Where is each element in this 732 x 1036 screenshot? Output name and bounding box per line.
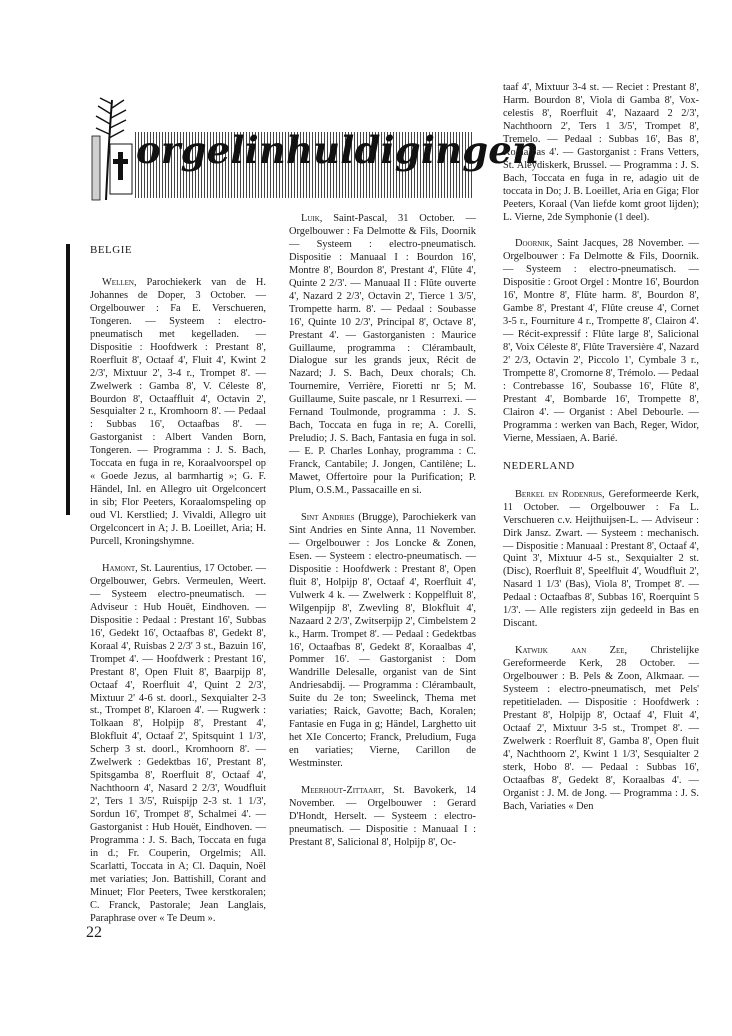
article-berkel [503, 489, 699, 631]
article-place: Berkel en Rodenrijs [515, 488, 602, 500]
margin-bar [66, 244, 70, 515]
country-heading: BELGIE [90, 244, 133, 256]
article-text: , Saint-Pascal, 31 October. — Orgelbouwer : Fa Delmotte & Fils, Doornik — Systeem : electro-pneumatisch. Dispositie : Manuaal I : Bourdon 16', Montre 8', Bourdon 8', Prestant 4', Flûte 4', Quinte 2 2/3'. — Manuaal II : Flûte ouverte 4', Nazard 2 2/3', Octavin 2', Tierce 1 3/5', Trompette harm. 8'. — Pedaal : Soubasse 16', Quinte 10 2/3', Principal 8', Octave 8', Prestant 4'. — Gastorganisten : Maurice Guillaume, programma : Clérambault, Dialogue sur les grands jeux, Récit de Nazard; J. S. Bach, Deux chorals; Ch. Tournemire, Verrière, Fioretti nr 5; M. Guillaume, Suite pascale, nr 1 Resurrexi. — Fernand Toulmonde, programma : J. S. Bach, Toccata en fuga in re; A. Corelli, Preludio; J. S. Bach, Fantasia en fuga in sol. — E. P. Charles Lonhay, programma : C. Franck, Cantabile; J. Jongen, Cantilène; L. Mawet, Offertoire pour la Purification; P. Plum, O.S.M., Passacaille en si. [289, 213, 476, 497]
article-katwijk [503, 645, 699, 813]
article-text: , Christelijke Gereformeerde Kerk, 28 October. — Orgelbouwer : B. Pels & Zoon, Alkmaar. — Systeem : electro-pneumatisch, met Pels' repetitieladen. — Dispositie : Hoofdwerk : Prestant 8', Holpijp 8', Octaaf 4', Fluit 4', Octaaf 2', Mixtuur 3-5 st., Trompet 8'. — Zwelwerk : Roerfluit 8', Gamba 8', Open fluit 4', Nachthoorn 2', Kwint 1 1/3', Sesquialter 2 sterk, Hobo 8'. — Pedaal : Subbas 16', Octaafbas 8', Gedekt 8', Koraalbas 4'. — Organist : J. M. de Jong. — Programma : J. S. Bach, Variaties « Den [503, 645, 699, 812]
column-2 [289, 213, 476, 850]
article-place: Luik [301, 213, 320, 224]
article-text: , St. Laurentius, 17 October. — Orgelbouwer, Gebrs. Vermeulen, Weert. — Systeem electro-pneumatisch. — Adviseur : Hub Houët, Eindhoven. — Dispositie : Pedaal : Prestant 16', Subbas 16', Gedekt 16', Octaafbas 8', Gedekt 8', Koraal 4', Ruisbas 2 2/3' 3 st., Bazuin 16', Trompet 4'. — Hoofdwerk : Prestant 16', Prestant 8', Open Fluit 8', Baarpijp 8', Octaaf 4', Roerfluit 4', Quint 2 2/3', Mixtuur 2' 4-6 st. doorl., Sexquialter 2-3 st., Trompet 8', Klaroen 4'. — Rugwerk : Tolkaan 8', Holpijp 8', Prestant 4', Blokfluit 4', Octaaf 2', Spitsquint 1 1/3', Scherp 3 st. doorl., Kromhoorn 8'. — Zwelwerk : Gedektbas 16', Prestant 8', Spitsgamba 8', Roerfluit 8', Octaaf 4', Nachthoorn 4', Nasard 2 2/3', Woudfluit 2', Ters 1 3/5', Ruispijp 2-3 st. 1 1/3', Sordun 16', Trompet 8', Schalmei 4'. — Gastorganist : Hub Houët, Eindhoven. — Programma : J. S. Bach, Toccata en fuga in d.; Fr. Couperin, Orgelmis; All. Scarlatti, Toccata in A; Cl. Daquin, Noël met variaties; Jon. Battishill, Corant and Minuet; Flor Peeters, Twee kerstkoralen; C. Franck, Pastorale; Jean Langlais, Paraphrase over « Te Deum ». [90, 562, 266, 924]
column-1 [90, 244, 266, 926]
article-place: Doornik [515, 238, 550, 250]
page-number: 22 [86, 924, 102, 941]
article-meerhout [289, 785, 476, 850]
article-text: , St. Bavokerk, 14 November. — Orgelbouwer : Gerard D'Hondt, Herselt. — Systeem : electro-pneumatisch. — Dispositie : Manuaal I : Prestant 8', Salicional 8', Holpijp 8', Oc- [289, 785, 476, 848]
article-doornik [503, 238, 699, 445]
article-place: Wellen [102, 276, 134, 288]
column-3 [503, 82, 699, 814]
article-place: Meerhout-Zittaart [301, 785, 382, 797]
article-continued [503, 82, 699, 224]
article-text: (Brugge), Parochiekerk van Sint Andries en Sinte Anna, 11 November. — Orgelbouwer : Jos Loncke & Zonen, Esen. — Systeem : electro-pneumatisch. — Dispositie : Hoofdwerk : Prestant 8', Open fluit 8', Holpijp 8', Octaaf 4', Roerfluit 4', Vulwerk 4 k. — Zwelwerk : Koppelfluit 8', Wilgenpijp 8', Zwevling 8', Blokfluit 4', Nazaard 2 2/3', Zwitserpijp 2', Cimbelstem 2 k., Harm. Trompet 8'. — Pedaal : Gedektbas 16', Octaafbas 8', Gedekt 8', Koraalbas 4', Pommer 16'. — Gastorganist : Dom Wandrille Delesalle, organist van de Sint Andriesabdij. — Programma : Clérambault, Suite du 2e ton; Sweelinck, Thema met variaties; Raick, Gavotte; Bach, Koralen; Fantasie en Fuga in g; Händel, Larghetto uit het XIe Concerto; Franck, Preludium, Fuga en variaties; Vierne, Carillon de Westminster. [289, 511, 477, 770]
article-wellen [90, 277, 266, 549]
article-place: Hamont [102, 562, 136, 574]
article-text: taaf 4', Mixtuur 3-4 st. — Reciet : Prestant 8', Harm. Bourdon 8', Viola di Gamba 8', Vox-celestis 8', Roerfluit 4', Nazaard 2 2/3', Nachthoorn 2', Ters 1 3/5', Trompet 8', Tremelo. — Pedaal : Subbas 16', Bas 8', Koraalbas 4'. — Gastorganist : Frans Vetters, St. Aleydiskerk, Brussel. — Programma : J. S. Bach, Toccata en fuga in re, adagio uit de toccata in Do; J. B. Loeillet, Aria en Giga; Flor Peeters, Koraal (Van liefde komt groot lijden); L. Vierne, 2de Symphonie (1 deel). [503, 82, 699, 223]
article-text: , Gereformeerde Kerk, 11 October. — Orgelbouwer : Fa L. Verschueren c.v. Heijthuijsen-L. — Adviseur : Dirk Jansz. Zwart. — Systeem : mechanisch. — Dispositie : Manuaal : Prestant 8', Octaaf 4', Quint 3', Mixtuur 4-5 st., Sexquialter 2 st. (Disc), Roerfluit 8', Speelfluit 4', Woudfluit 2', Nasard 1 1/3' (Bas), Viola 8', Trompet 8'. — Pedaal : Octaafbas 8', Subbas 16', Roerquint 5 1/3'. — Alle registers zijn gedeeld in Bas en Discant. [503, 488, 699, 630]
page-title: orgelinhuldigingen [136, 128, 540, 172]
article-text: , Parochiekerk van de H. Johannes de Doper, 3 October. — Orgelbouwer : Fa E. Verschueren, Tongeren. — Systeem : electro-pneumatisch met kegelladen. — Dispositie : Hoofdwerk : Prestant 8', Roerfluit 8', Octaaf 4', Fluit 4', Kwint 2 2/3', Mixtuur 2', 3-4 r., Trompet 8'. — Zwelwerk : Gamba 8', V. Céleste 8', Bourdon 8', Octaaffluit 4', Octavin 2', Sesquialter 2 r., Kromhoorn 8'. — Pedaal : Subbas 16', Octaafbas 8'. — Gastorganist : Albert Vanden Born, Tongeren. — Programma : J. S. Bach, Toccata en fuga in re, Koraalvoorspel op « Goede Jezus, al barmhartig »; G. F. Händel, Inl. en Allegro uit Orgelconcert in sib; Flor Peeters, Koraalomspeling op oud Vl. Kerstlied; J. Vivaldi, Allegro uit Orgelconcert in A; J. B. Loeillet, Aria; H. Purcell, Kroningshymne. [90, 276, 266, 548]
article-sint-andries [289, 512, 476, 771]
article-place: Sint Andries [301, 511, 355, 523]
article-place: Katwijk aan Zee [515, 645, 625, 657]
article-hamont [90, 563, 266, 926]
article-text: , Saint Jacques, 28 November. — Orgelbouwer : Fa Delmotte & Fils, Doornik. — Systeem : electro-pneumatisch. — Dispositie : Groot Orgel : Montre 16', Bourdon 16', Montre 8', Flûte harm. 8', Bourdon 8', Gambe 8', Prestant 4', Flûte creuse 4', Cornet 3-5 r., Fourniture 4 r., Trompette 8', Clairon 4'. — Récit-expressif : Flûte large 8', Salicional 8', Voix Céleste 8', Flûte Traversière 4', Nazard 2' 2/3, Octavin 2', Piccolo 1', Cymbale 3 r., Trompette 8', Cromorne 8', Trémolo. — Pedaal : Contrebasse 16', Soubasse 16', Flûte 8', Prestant 4', Bombarde 16', Trompette 8', Clairon 4'. — Organist : Abel Debourle. — Programma : werken van Bach, Reger, Widor, Vierne, Messiaen, A. Barié. [503, 238, 699, 444]
article-luik [289, 213, 476, 498]
country-heading: NEDERLAND [503, 459, 575, 472]
